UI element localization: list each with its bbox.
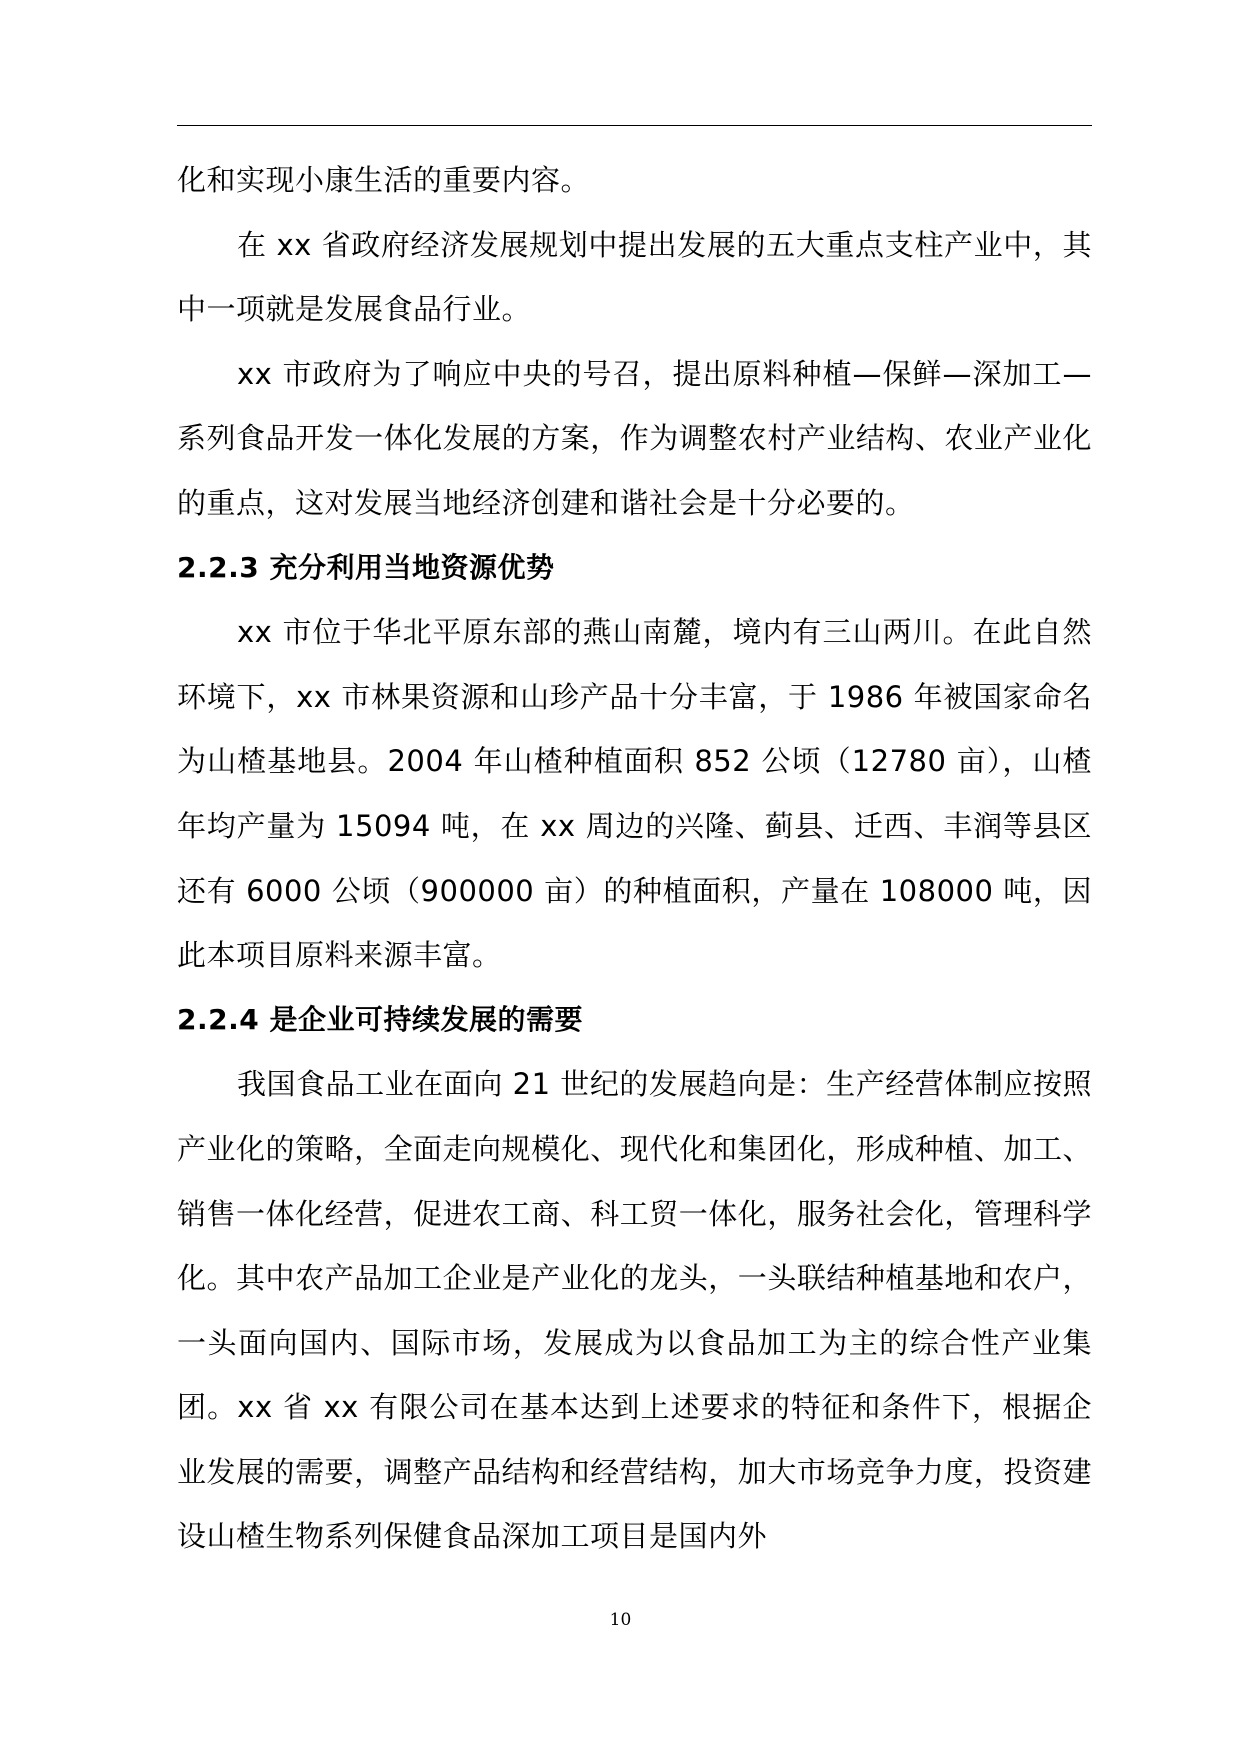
paragraph-enterprise-development: 我国食品工业在面向 21 世纪的发展趋向是：生产经营体制应按照产业化的策略，全面走向规模化、现代化和集团化，形成种植、加工、销售一体化经营，促进农工商、科工贸一体化，服务社会化，管理科学化。其中农产品加工企业是产业化的龙头，一头联结种植基地和农户，一头面向国内、国际市场，发展成为以食品加工为主的综合性产业集团。xx 省 xx 有限公司在基本达到上述要求的特征和条件下，根据企业发展的需要，调整产品结构和经营结构，加大市场竞争力度，投资建设山楂生物系列保健食品深加工项目是国内外 (177, 1067, 1092, 1554)
page-body (177, 148, 1092, 1569)
section-heading-2-2-3: 2.2.3 充分利用当地资源优势 (177, 550, 555, 584)
section-heading-2-2-4: 2.2.4 是企业可持续发展的需要 (177, 1002, 583, 1036)
paragraph-continuation: 化和实现小康生活的重要内容。 (177, 163, 591, 197)
paragraph-local-resources: xx 市位于华北平原东部的燕山南麓，境内有三山两川。在此自然环境下，xx 市林果资源和山珍产品十分丰富，于 1986 年被国家命名为山楂基地县。2004 年山楂种植面积 852 公顷（12780 亩），山楂年均产量为 15094 吨，在 xx 周边的兴隆、蓟县、迁西、丰润等县区还有 6000 公顷（900000 亩）的种植面积，产量在 108000 吨，因此本项目原料来源丰富。 (177, 615, 1092, 973)
paragraph-provincial-plan: 在 xx 省政府经济发展规划中提出发展的五大重点支柱产业中，其中一项就是发展食品行业。 (177, 227, 1092, 327)
page-number: 10 (609, 1610, 632, 1630)
paragraph-city-policy: xx 市政府为了响应中央的号召，提出原料种植—保鲜—深加工—系列食品开发一体化发展的方案，作为调整农村产业结构、农业产业化的重点，这对发展当地经济创建和谐社会是十分必要的。 (177, 356, 1092, 520)
header-rule (177, 125, 1092, 126)
